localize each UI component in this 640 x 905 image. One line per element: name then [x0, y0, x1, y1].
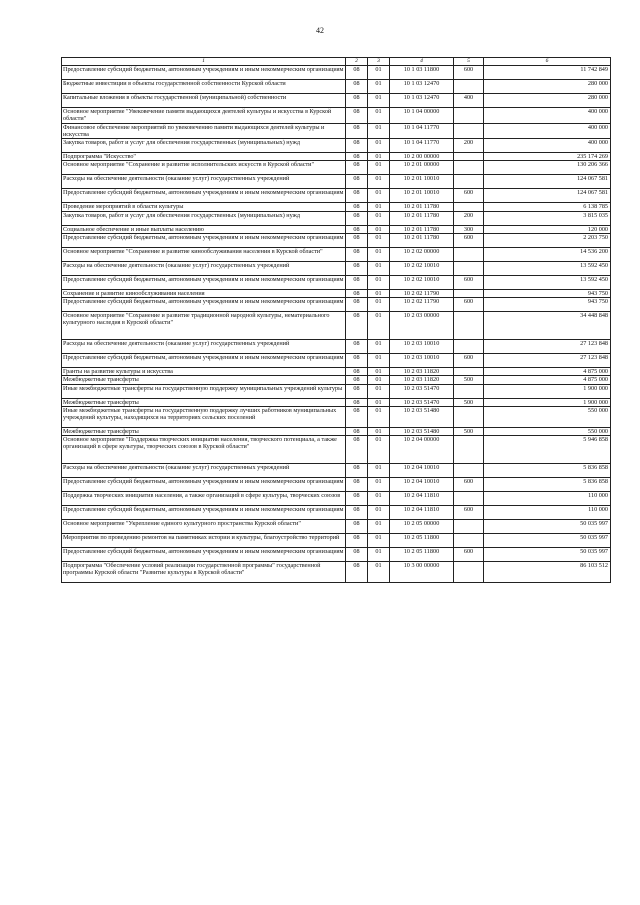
cell-expense-type	[454, 520, 484, 534]
table-row	[62, 406, 611, 427]
table-row	[62, 298, 611, 312]
table-row	[62, 153, 611, 161]
cell-section: 08	[346, 153, 368, 161]
cell-subsection: 01	[368, 175, 390, 189]
cell-expense-type: 600	[454, 233, 484, 247]
cell-expense-type	[454, 123, 484, 139]
cell-amount: 50 035 997	[484, 534, 611, 548]
cell-amount: 1 900 000	[484, 398, 611, 406]
table-row	[62, 247, 611, 261]
cell-subsection: 01	[368, 478, 390, 492]
cell-subsection: 01	[368, 298, 390, 312]
cell-amount: 4 875 000	[484, 376, 611, 384]
cell-section: 08	[346, 398, 368, 406]
cell-subsection: 01	[368, 340, 390, 354]
cell-subsection: 01	[368, 406, 390, 427]
table-row	[62, 139, 611, 153]
cell-expense-type	[454, 247, 484, 261]
cell-amount: 3 815 035	[484, 211, 611, 225]
cell-section: 08	[346, 548, 368, 562]
table-row	[62, 225, 611, 233]
cell-target-article: 10 2 03 51470	[390, 398, 454, 406]
table-row	[62, 398, 611, 406]
cell-subsection: 01	[368, 189, 390, 203]
cell-expense-type: 200	[454, 211, 484, 225]
cell-subsection: 01	[368, 225, 390, 233]
cell-expense-type: 600	[454, 275, 484, 289]
cell-amount: 86 103 512	[484, 562, 611, 583]
cell-section: 08	[346, 492, 368, 506]
cell-expense-type	[454, 312, 484, 340]
cell-target-article: 10 1 04 11770	[390, 123, 454, 139]
cell-name: Основное мероприятие "Поддержка творческих инициатив населения, творческого потенциала, а также организаций в сфере культуры, творческих союзов в Курской области"	[62, 436, 346, 464]
cell-expense-type	[454, 161, 484, 175]
cell-expense-type	[454, 261, 484, 275]
cell-name: Сохранение и развитие кинообслуживания населения	[62, 289, 346, 297]
cell-target-article: 10 1 03 12470	[390, 80, 454, 94]
cell-subsection: 01	[368, 66, 390, 80]
cell-name: Предоставление субсидий бюджетным, автономным учреждениям и иным некоммерческим организациям	[62, 66, 346, 80]
cell-name: Расходы на обеспечение деятельности (оказание услуг) государственных учреждений	[62, 261, 346, 275]
cell-expense-type	[454, 368, 484, 376]
cell-target-article: 10 2 01 11780	[390, 203, 454, 211]
header-cell: 1	[62, 58, 346, 66]
cell-amount: 1 900 000	[484, 384, 611, 398]
cell-expense-type: 500	[454, 376, 484, 384]
cell-name: Иные межбюджетные трансферты на государственную поддержку лучших работников муниципальных учреждений культуры, находящихся на территориях сельских поселений	[62, 406, 346, 427]
cell-name: Закупка товаров, работ и услуг для обеспечения государственных (муниципальных) нужд	[62, 211, 346, 225]
cell-target-article: 10 2 01 10010	[390, 189, 454, 203]
cell-section: 08	[346, 520, 368, 534]
cell-amount: 5 946 858	[484, 436, 611, 464]
cell-subsection: 01	[368, 436, 390, 464]
cell-amount: 2 203 750	[484, 233, 611, 247]
table-row	[62, 427, 611, 435]
cell-name: Предоставление субсидий бюджетным, автономным учреждениям и иным некоммерческим организациям	[62, 506, 346, 520]
cell-target-article: 10 2 01 00000	[390, 161, 454, 175]
cell-section: 08	[346, 108, 368, 124]
cell-expense-type	[454, 203, 484, 211]
cell-name: Межбюджетные трансферты	[62, 427, 346, 435]
cell-target-article: 10 2 03 51480	[390, 427, 454, 435]
cell-expense-type: 600	[454, 506, 484, 520]
cell-section: 08	[346, 354, 368, 368]
cell-subsection: 01	[368, 376, 390, 384]
cell-expense-type: 600	[454, 548, 484, 562]
cell-target-article: 10 2 01 11780	[390, 233, 454, 247]
cell-amount: 27 123 848	[484, 340, 611, 354]
cell-section: 08	[346, 261, 368, 275]
cell-expense-type: 600	[454, 354, 484, 368]
cell-section: 08	[346, 406, 368, 427]
table-row	[62, 548, 611, 562]
cell-name: Закупка товаров, работ и услуг для обеспечения государственных (муниципальных) нужд	[62, 139, 346, 153]
table-row	[62, 534, 611, 548]
cell-subsection: 01	[368, 506, 390, 520]
cell-amount: 110 000	[484, 506, 611, 520]
table-row	[62, 520, 611, 534]
cell-target-article: 10 1 03 11800	[390, 66, 454, 80]
cell-expense-type: 300	[454, 225, 484, 233]
table-row	[62, 340, 611, 354]
cell-section: 08	[346, 247, 368, 261]
cell-target-article: 10 2 00 00000	[390, 153, 454, 161]
cell-amount: 5 836 858	[484, 478, 611, 492]
cell-amount: 34 448 848	[484, 312, 611, 340]
cell-section: 08	[346, 94, 368, 108]
cell-target-article: 10 2 03 11820	[390, 376, 454, 384]
cell-name: Межбюджетные трансферты	[62, 376, 346, 384]
cell-target-article: 10 2 02 11790	[390, 298, 454, 312]
cell-expense-type: 500	[454, 398, 484, 406]
cell-name: Предоставление субсидий бюджетным, автономным учреждениям и иным некоммерческим организациям	[62, 478, 346, 492]
header-cell: 2	[346, 58, 368, 66]
cell-target-article: 10 2 05 11800	[390, 548, 454, 562]
cell-expense-type: 200	[454, 139, 484, 153]
cell-section: 08	[346, 211, 368, 225]
cell-amount: 14 536 200	[484, 247, 611, 261]
cell-target-article: 10 2 03 11820	[390, 368, 454, 376]
cell-name: Предоставление субсидий бюджетным, автономным учреждениям и иным некоммерческим организациям	[62, 298, 346, 312]
cell-name: Подпрограмма "Искусство"	[62, 153, 346, 161]
cell-section: 08	[346, 368, 368, 376]
cell-name: Основное мероприятие "Укрепление единого культурного пространства Курской области"	[62, 520, 346, 534]
table-row	[62, 384, 611, 398]
cell-target-article: 10 2 03 51480	[390, 406, 454, 427]
cell-section: 08	[346, 175, 368, 189]
cell-name: Предоставление субсидий бюджетным, автономным учреждениям и иным некоммерческим организациям	[62, 548, 346, 562]
cell-amount: 943 750	[484, 298, 611, 312]
cell-expense-type: 600	[454, 478, 484, 492]
cell-name: Предоставление субсидий бюджетным, автономным учреждениям и иным некоммерческим организациям	[62, 189, 346, 203]
cell-name: Поддержка творческих инициатив населения, а также организаций в сфере культуры, творческих союзов	[62, 492, 346, 506]
cell-subsection: 01	[368, 247, 390, 261]
cell-expense-type	[454, 340, 484, 354]
cell-name: Расходы на обеспечение деятельности (оказание услуг) государственных учреждений	[62, 175, 346, 189]
header-cell: 5	[454, 58, 484, 66]
cell-amount: 5 836 858	[484, 464, 611, 478]
cell-section: 08	[346, 340, 368, 354]
cell-subsection: 01	[368, 233, 390, 247]
cell-section: 08	[346, 123, 368, 139]
cell-target-article: 10 2 01 10010	[390, 175, 454, 189]
table-row	[62, 376, 611, 384]
cell-target-article: 10 2 05 00000	[390, 520, 454, 534]
table-row	[62, 161, 611, 175]
cell-section: 08	[346, 139, 368, 153]
cell-section: 08	[346, 289, 368, 297]
header-cell: 4	[390, 58, 454, 66]
cell-section: 08	[346, 275, 368, 289]
table-row	[62, 80, 611, 94]
cell-target-article: 10 2 04 10010	[390, 464, 454, 478]
cell-section: 08	[346, 225, 368, 233]
table-row	[62, 464, 611, 478]
cell-target-article: 10 2 03 51470	[390, 384, 454, 398]
cell-name: Основное мероприятие "Сохранение и развитие кинообслуживания населения в Курской области"	[62, 247, 346, 261]
cell-amount: 27 123 848	[484, 354, 611, 368]
cell-subsection: 01	[368, 261, 390, 275]
cell-target-article: 10 2 02 00000	[390, 247, 454, 261]
table-row	[62, 354, 611, 368]
cell-section: 08	[346, 66, 368, 80]
cell-section: 08	[346, 562, 368, 583]
cell-expense-type	[454, 175, 484, 189]
table-row	[62, 94, 611, 108]
cell-subsection: 01	[368, 139, 390, 153]
cell-section: 08	[346, 464, 368, 478]
cell-amount: 400 000	[484, 139, 611, 153]
cell-subsection: 01	[368, 354, 390, 368]
cell-expense-type	[454, 108, 484, 124]
cell-subsection: 01	[368, 464, 390, 478]
cell-name: Подпрограмма "Обеспечение условий реализации государственной программы" государственной программы Курской области "Развитие культуры в Курской области"	[62, 562, 346, 583]
cell-expense-type	[454, 384, 484, 398]
cell-target-article: 10 2 04 11810	[390, 506, 454, 520]
cell-target-article: 10 1 04 11770	[390, 139, 454, 153]
cell-expense-type	[454, 436, 484, 464]
cell-name: Предоставление субсидий бюджетным, автономным учреждениям и иным некоммерческим организациям	[62, 233, 346, 247]
cell-section: 08	[346, 384, 368, 398]
cell-subsection: 01	[368, 289, 390, 297]
cell-subsection: 01	[368, 161, 390, 175]
cell-subsection: 01	[368, 203, 390, 211]
cell-amount: 50 035 997	[484, 520, 611, 534]
header-cell: 6	[484, 58, 611, 66]
cell-section: 08	[346, 233, 368, 247]
cell-amount: 13 592 450	[484, 261, 611, 275]
cell-subsection: 01	[368, 153, 390, 161]
cell-amount: 235 174 269	[484, 153, 611, 161]
cell-name: Проведение мероприятий в области культуры	[62, 203, 346, 211]
cell-amount: 550 000	[484, 406, 611, 427]
cell-amount: 280 000	[484, 80, 611, 94]
cell-expense-type	[454, 562, 484, 583]
cell-name: Гранты на развитие культуры и искусства	[62, 368, 346, 376]
cell-expense-type: 600	[454, 66, 484, 80]
table-row	[62, 175, 611, 189]
table-row	[62, 275, 611, 289]
cell-name: Межбюджетные трансферты	[62, 398, 346, 406]
cell-amount: 4 875 000	[484, 368, 611, 376]
table-row	[62, 66, 611, 80]
cell-amount: 550 000	[484, 427, 611, 435]
cell-expense-type: 500	[454, 427, 484, 435]
cell-subsection: 01	[368, 520, 390, 534]
table-row	[62, 506, 611, 520]
cell-name: Бюджетные инвестиции в объекты государственной собственности Курской области	[62, 80, 346, 94]
cell-target-article: 10 2 04 00000	[390, 436, 454, 464]
cell-amount: 110 000	[484, 492, 611, 506]
cell-subsection: 01	[368, 562, 390, 583]
cell-target-article: 10 2 03 10010	[390, 340, 454, 354]
table-row	[62, 123, 611, 139]
cell-name: Основное мероприятие "Увековечение памяти выдающихся деятелей культуры и искусства в Курской области"	[62, 108, 346, 124]
cell-name: Финансовое обеспечение мероприятий по увековечению памяти выдающихся деятелей культуры и искусства	[62, 123, 346, 139]
cell-expense-type: 400	[454, 94, 484, 108]
cell-target-article: 10 1 04 00000	[390, 108, 454, 124]
cell-expense-type	[454, 492, 484, 506]
cell-amount: 6 138 785	[484, 203, 611, 211]
table-row	[62, 478, 611, 492]
cell-target-article: 10 2 01 11780	[390, 225, 454, 233]
table-body	[62, 66, 611, 583]
cell-amount: 400 000	[484, 123, 611, 139]
cell-name: Капитальные вложения в объекты государственной (муниципальной) собственности	[62, 94, 346, 108]
cell-section: 08	[346, 436, 368, 464]
cell-target-article: 10 2 04 11810	[390, 492, 454, 506]
header-cell: 3	[368, 58, 390, 66]
page-number: 42	[316, 26, 324, 35]
cell-section: 08	[346, 506, 368, 520]
cell-amount: 400 000	[484, 108, 611, 124]
cell-subsection: 01	[368, 427, 390, 435]
cell-subsection: 01	[368, 548, 390, 562]
cell-amount: 124 067 581	[484, 189, 611, 203]
table-row	[62, 108, 611, 124]
header-row	[62, 58, 611, 66]
table-row	[62, 562, 611, 583]
cell-amount: 130 206 366	[484, 161, 611, 175]
cell-section: 08	[346, 427, 368, 435]
cell-section: 08	[346, 80, 368, 94]
table-row	[62, 203, 611, 211]
cell-target-article: 10 2 02 10010	[390, 275, 454, 289]
cell-expense-type	[454, 289, 484, 297]
cell-expense-type	[454, 406, 484, 427]
cell-section: 08	[346, 203, 368, 211]
cell-subsection: 01	[368, 368, 390, 376]
cell-amount: 13 592 450	[484, 275, 611, 289]
cell-amount: 943 750	[484, 289, 611, 297]
cell-section: 08	[346, 161, 368, 175]
cell-target-article: 10 2 02 11790	[390, 289, 454, 297]
cell-target-article: 10 2 03 00000	[390, 312, 454, 340]
cell-subsection: 01	[368, 94, 390, 108]
cell-section: 08	[346, 478, 368, 492]
table-row	[62, 211, 611, 225]
cell-name: Иные межбюджетные трансферты на государственную поддержку муниципальных учреждений культуры	[62, 384, 346, 398]
cell-subsection: 01	[368, 108, 390, 124]
cell-amount: 280 000	[484, 94, 611, 108]
cell-expense-type	[454, 153, 484, 161]
cell-name: Предоставление субсидий бюджетным, автономным учреждениям и иным некоммерческим организациям	[62, 354, 346, 368]
table-row	[62, 289, 611, 297]
table-row	[62, 189, 611, 203]
cell-expense-type	[454, 534, 484, 548]
cell-amount: 120 000	[484, 225, 611, 233]
cell-section: 08	[346, 312, 368, 340]
cell-amount: 124 067 581	[484, 175, 611, 189]
cell-section: 08	[346, 298, 368, 312]
cell-expense-type	[454, 464, 484, 478]
cell-target-article: 10 2 02 10010	[390, 261, 454, 275]
cell-amount: 50 035 997	[484, 548, 611, 562]
cell-section: 08	[346, 534, 368, 548]
cell-name: Социальное обеспечение и иные выплаты населению	[62, 225, 346, 233]
cell-subsection: 01	[368, 492, 390, 506]
table-row	[62, 436, 611, 464]
cell-section: 08	[346, 189, 368, 203]
cell-target-article: 10 2 03 10010	[390, 354, 454, 368]
cell-target-article: 10 2 01 11780	[390, 211, 454, 225]
cell-subsection: 01	[368, 384, 390, 398]
cell-subsection: 01	[368, 123, 390, 139]
cell-subsection: 01	[368, 534, 390, 548]
cell-section: 08	[346, 376, 368, 384]
table-row	[62, 233, 611, 247]
table-row	[62, 368, 611, 376]
table-row	[62, 492, 611, 506]
cell-name: Расходы на обеспечение деятельности (оказание услуг) государственных учреждений	[62, 340, 346, 354]
cell-expense-type	[454, 80, 484, 94]
budget-table	[61, 57, 611, 583]
cell-name: Основное мероприятие "Сохранение и развитие исполнительских искусств в Курской области"	[62, 161, 346, 175]
cell-target-article: 10 3 00 00000	[390, 562, 454, 583]
table-row	[62, 312, 611, 340]
cell-target-article: 10 1 03 12470	[390, 94, 454, 108]
cell-name: Основное мероприятие "Сохранение и развитие традиционной народной культуры, нематериального культурного наследия в Курской области"	[62, 312, 346, 340]
cell-target-article: 10 2 04 10010	[390, 478, 454, 492]
cell-name: Предоставление субсидий бюджетным, автономным учреждениям и иным некоммерческим организациям	[62, 275, 346, 289]
cell-name: Мероприятия по проведению ремонтов на памятниках истории и культуры, благоустройство территорий	[62, 534, 346, 548]
table-row	[62, 261, 611, 275]
cell-subsection: 01	[368, 312, 390, 340]
cell-subsection: 01	[368, 211, 390, 225]
cell-name: Расходы на обеспечение деятельности (оказание услуг) государственных учреждений	[62, 464, 346, 478]
cell-subsection: 01	[368, 398, 390, 406]
cell-expense-type: 600	[454, 298, 484, 312]
cell-subsection: 01	[368, 80, 390, 94]
cell-subsection: 01	[368, 275, 390, 289]
cell-amount: 11 742 849	[484, 66, 611, 80]
cell-target-article: 10 2 05 11800	[390, 534, 454, 548]
cell-expense-type: 600	[454, 189, 484, 203]
